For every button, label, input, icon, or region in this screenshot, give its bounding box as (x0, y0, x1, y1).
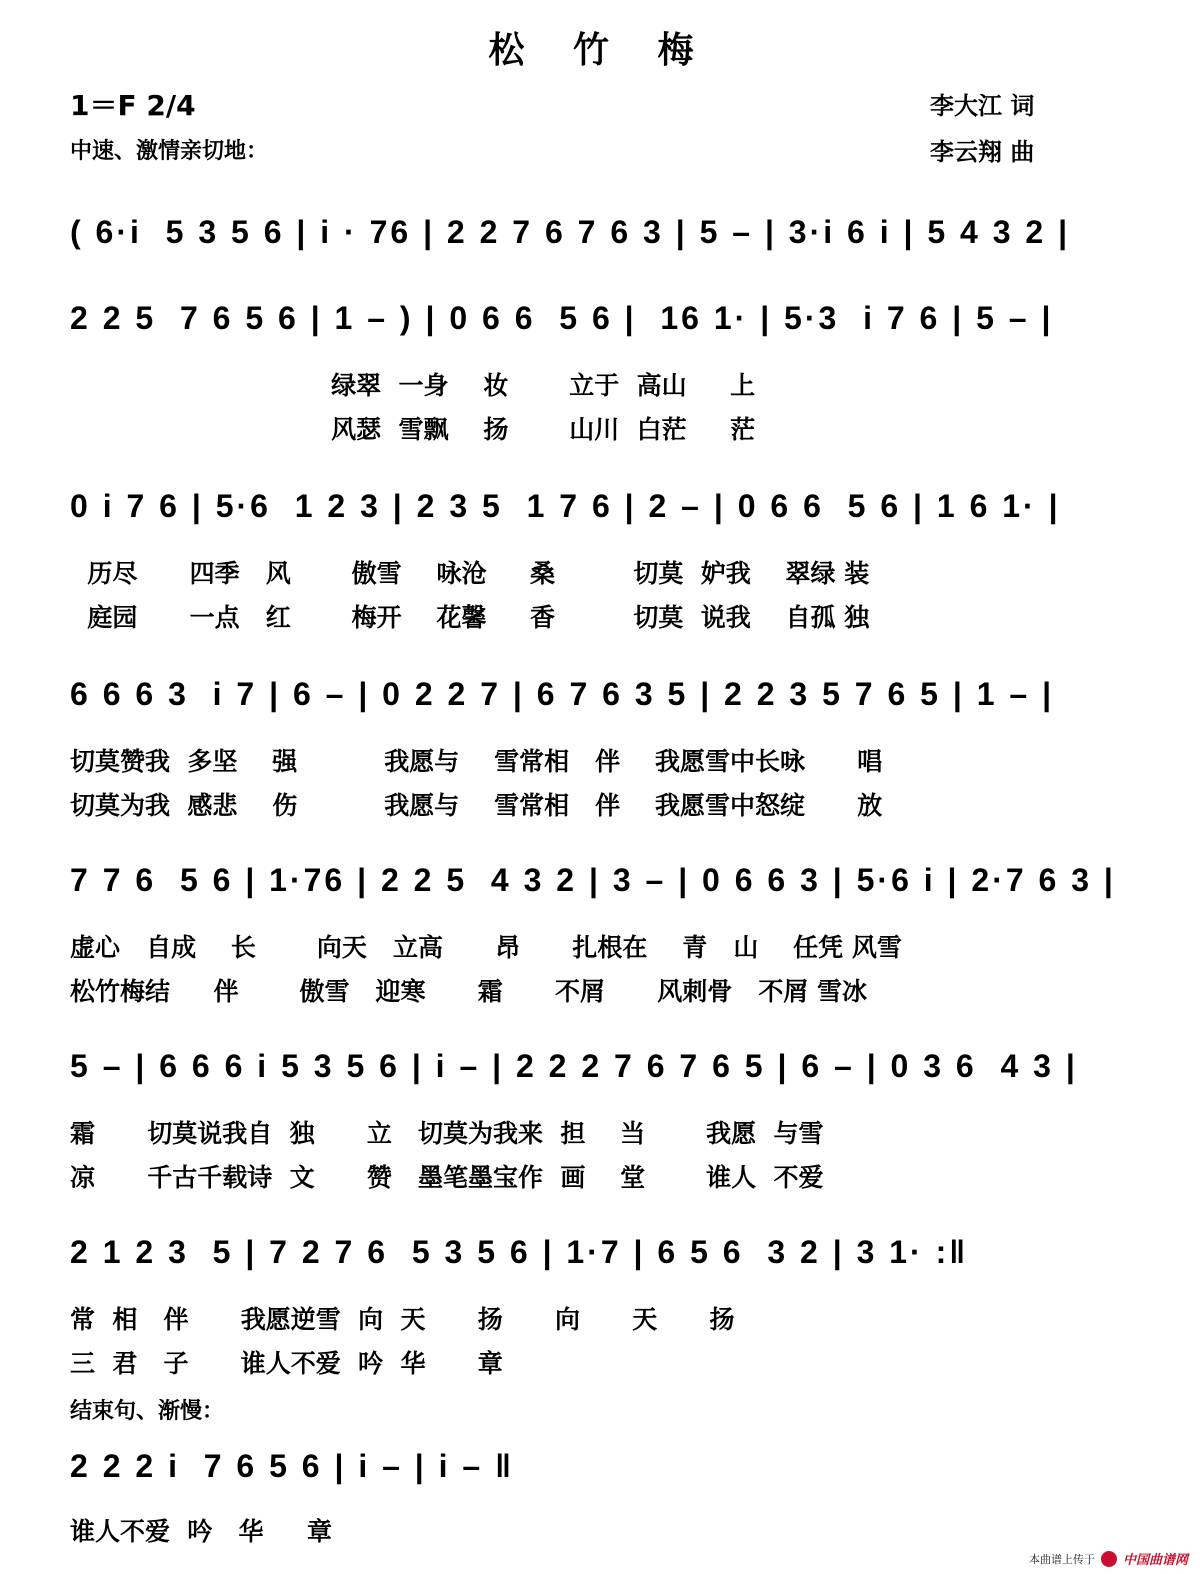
ending-lyric: 谁人不爱 吟 华 章 (70, 1517, 333, 1546)
lyric-verse-2: 切莫为我 感悲 伤 我愿与 雪常相 伴 我愿雪中怒绽 放 (70, 791, 883, 820)
lyric-verse-2: 风瑟 雪飘 扬 山川 白茫 茫 (70, 415, 756, 444)
ending-notation-line: 2 2 2 i 7 6 5 6 | i – | i – ‖ (70, 1448, 515, 1484)
lyric-verse-1: 常 相 伴 我愿逆雪 向 天 扬 向 天 扬 (70, 1305, 735, 1334)
lyric-verse-1: 虚心 自成 长 向天 立高 昂 扎根在 青 山 任凭 风雪 (70, 933, 902, 962)
lyric-verse-2: 凉 千古千载诗 文 赞 墨笔墨宝作 画 堂 谁人 不爱 (70, 1163, 824, 1192)
footer-text: 本曲谱上传于 (1028, 1552, 1095, 1566)
lyric-verse-1: 历尽 四季 风 傲雪 咏沧 桑 切莫 妒我 翠绿 装 (70, 559, 870, 588)
notation-line: ( 6·i 5 3 5 6 | i · 76 | 2 2 7 6 7 6 3 | 5 – | 3·i 6 i | 5 4 3 2 | (70, 214, 1071, 250)
notation-line: 0 i 7 6 | 5·6 1 2 3 | 2 3 5 1 7 6 | 2 – | 0 6 6 5 6 | 1 6 1· | (70, 488, 1061, 524)
notation-line: 2 2 5 7 6 5 6 | 1 – ) | 0 6 6 5 6 | 16 1· | 5·3 i 7 6 | 5 – | (70, 300, 1054, 336)
notation-line: 7 7 6 5 6 | 1·76 | 2 2 5 4 3 2 | 3 – | 0 6 6 3 | 5·6 i | 2·7 6 3 | (70, 862, 1116, 898)
key-time-signature: 1＝F 2/4 (70, 89, 196, 122)
footer-watermark (1029, 1549, 1188, 1568)
site-logo-icon (1101, 1551, 1117, 1567)
lyric-verse-1: 绿翠 一身 妆 立于 高山 上 (70, 371, 756, 400)
notation-line: 5 – | 6 6 6 i 5 3 5 6 | i – | 2 2 2 7 6 7 6 5 | 6 – | 0 3 6 4 3 | (70, 1048, 1078, 1084)
ending-label: 结束句、渐慢： (70, 1399, 225, 1424)
lyric-verse-2: 庭园 一点 红 梅开 花馨 香 切莫 说我 自孤 独 (70, 603, 870, 632)
notation-line: 6 6 6 3 i 7 | 6 – | 0 2 2 7 | 6 7 6 3 5 | 2 2 3 5 7 6 5 | 1 – | (70, 676, 1055, 712)
site-name: 中国曲谱网 (1122, 1553, 1188, 1568)
lyricist-credit: 李大江 词 (930, 92, 1035, 120)
lyric-verse-1: 霜 切莫说我自 独 立 切莫为我来 担 当 我愿 与雪 (70, 1119, 824, 1148)
notation-line: 2 1 2 3 5 | 7 2 7 6 5 3 5 6 | 1·7 | 6 5 6 3 2 | 3 1· :‖ (70, 1234, 969, 1270)
lyric-verse-2: 松竹梅结 伴 傲雪 迎寒 霜 不屑 风刺骨 不屑 雪冰 (70, 977, 868, 1006)
lyric-verse-1: 切莫赞我 多坚 强 我愿与 雪常相 伴 我愿雪中长咏 唱 (70, 747, 883, 776)
composer-credit: 李云翔 曲 (930, 138, 1035, 166)
song-title: 松 竹 梅 (488, 30, 712, 71)
lyric-verse-2: 三 君 子 谁人不爱 吟 华 章 (70, 1349, 503, 1378)
tempo-marking: 中速、激情亲切地： (70, 139, 269, 164)
